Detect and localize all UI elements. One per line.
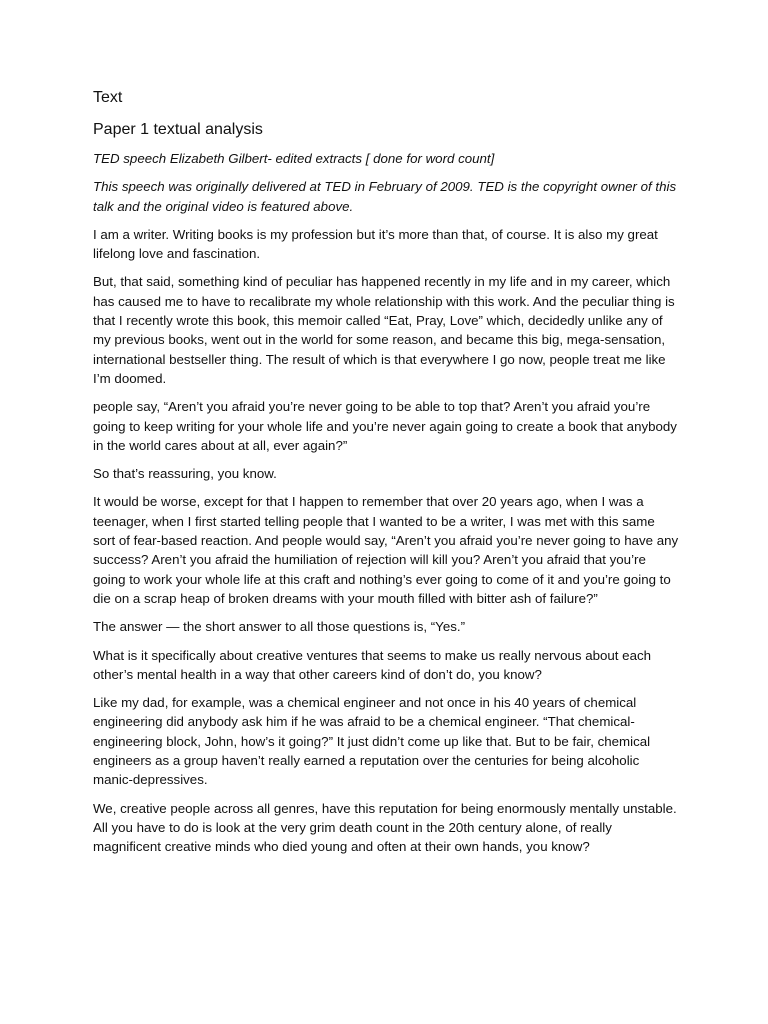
paragraph: We, creative people across all genres, have this reputation for being enormously mentally unstable. All you have to do is look at the very grim death count in the 20th century alone, of really magnificent creative minds who died young and often at their own hands, you know? xyxy=(93,800,677,855)
document-page xyxy=(93,87,679,866)
paragraph: I am a writer. Writing books is my profession but it’s more than that, of course. It is also my great lifelong love and fascination. xyxy=(93,226,658,262)
paragraph: Like my dad, for example, was a chemical engineer and not once in his 40 years of chemical engineering did anybody ask him if he was afraid to be a chemical engineer. “That chemical-engineering block, John, how’s it going?” It just didn’t come up like that. But to be fair, chemical engineers as a group haven’t really earned a reputation over the centuries for being alcoholic manic-depressives. xyxy=(93,695,651,788)
paragraph: But, that said, something kind of peculiar has happened recently in my life and in my career, which has caused me to have to recalibrate my whole relationship with this work. And the peculiar thing is that I recently wrote this book, this memoir called “Eat, Pray, Love” which, decidedly unlike any of my previous books, went out in the world for some reason, and became this big, mega-sensation, international bestseller thing. The result of which is that everywhere I go now, people treat me like I’m doomed. xyxy=(93,274,675,386)
paragraph: people say, “Aren’t you afraid you’re never going to be able to top that? Aren’t you afraid you’re going to keep writing for your whole life and you’re never again going to create a book that anybody in the world cares about at all, ever again?” xyxy=(93,399,677,453)
document-subtitle: TED speech Elizabeth Gilbert- edited extracts [ done for word count] xyxy=(93,151,495,166)
paragraph: So that’s reassuring, you know. xyxy=(93,466,277,482)
document-title: Paper 1 textual analysis xyxy=(93,121,263,138)
paragraph: What is it specifically about creative ventures that seems to make us really nervous about each other’s mental health in a way that other careers kind of don’t do, you know? xyxy=(93,647,652,682)
document-label: Text xyxy=(93,89,123,106)
paragraph: It would be worse, except for that I happen to remember that over 20 years ago, when I was a teenager, when I first started telling people that I wanted to be a writer, I was met with this same sort of fear-based reaction. And people would say, “Aren’t you afraid you’re never going to have any success? Aren’t you afraid the humiliation of rejection will kill you? Aren’t you afraid that you’re going to work your whole life at this craft and nothing’s ever going to come of it and you’re going to die on a scrap heap of broken dreams with your mouth filled with bitter ash of failure?” xyxy=(93,494,679,606)
copyright-note: This speech was originally delivered at TED in February of 2009. TED is the copyright owner of this talk and the original video is featured above. xyxy=(93,179,677,214)
paragraph: The answer — the short answer to all those questions is, “Yes.” xyxy=(93,619,466,635)
